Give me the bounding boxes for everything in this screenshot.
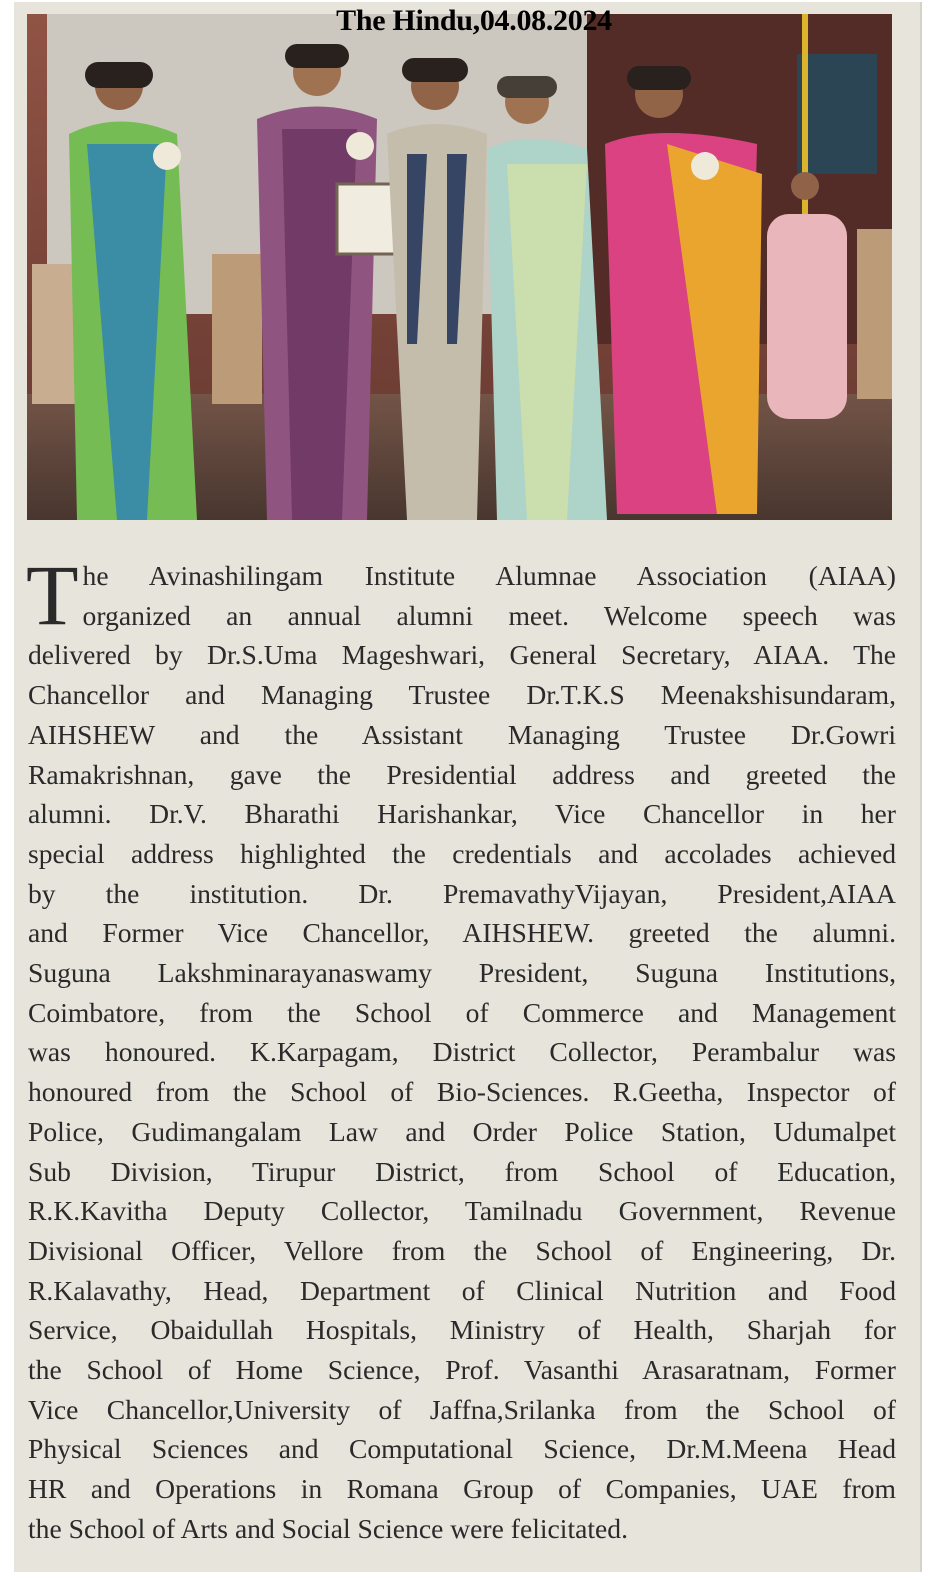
article-line: was honoured. K.Karpagam, District Collector, Perambalur was <box>28 1036 896 1068</box>
article-line: alumni. Dr.V. Bharathi Harishankar, Vice Chancellor in her <box>28 798 896 830</box>
article-line: the School of Home Science, Prof. Vasanthi Arasaratnam, Former <box>28 1354 896 1386</box>
article-line: Physical Sciences and Computational Science, Dr.M.Meena Head <box>28 1433 896 1465</box>
article-line: R.Kalavathy, Head, Department of Clinical Nutrition and Food <box>28 1274 896 1306</box>
source-headline: The Hindu,04.08.2024 <box>336 4 612 37</box>
article-line: R.K.Kavitha Deputy Collector, Tamilnadu Government, Revenue <box>28 1195 896 1227</box>
article-line: Sub Division, Tirupur District, from School of Education, <box>28 1155 896 1187</box>
article-line: delivered by Dr.S.Uma Mageshwari, General Secretary, AIAA. The <box>28 639 896 671</box>
article-line: Chancellor and Managing Trustee Dr.T.K.S Meenakshisundaram, <box>28 679 896 711</box>
drop-cap: T <box>26 547 79 643</box>
article-line: AIHSHEW and the Assistant Managing Trustee Dr.Gowri <box>28 718 896 750</box>
article-line: organized an annual alumni meet. Welcome speech was <box>82 599 896 631</box>
article-line: Coimbatore, from the School of Commerce and Management <box>28 996 896 1028</box>
article-line: HR and Operations in Romana Group of Companies, UAE from <box>28 1473 896 1505</box>
article-line: Service, Obaidullah Hospitals, Ministry of Health, Sharjah for <box>28 1314 896 1346</box>
article-line: Ramakrishnan, gave the Presidential address and greeted the <box>28 758 896 790</box>
article-line: he Avinashilingam Institute Alumnae Association (AIAA) <box>82 560 896 591</box>
article-line: special address highlighted the credentials and accolades achieved <box>28 837 896 869</box>
article-line: honoured from the School of Bio-Sciences. R.Geetha, Inspector of <box>28 1076 896 1108</box>
article-body <box>26 547 896 1549</box>
article-line: the School of Arts and Social Science were felicitated. <box>28 1512 628 1544</box>
group-photo-icon <box>27 14 892 520</box>
event-photo <box>27 14 892 520</box>
article-line: and Former Vice Chancellor, AIHSHEW. greeted the alumni. <box>28 917 896 949</box>
article-line: Vice Chancellor,University of Jaffna,Srilanka from the School of <box>28 1393 896 1425</box>
article-line: Police, Gudimangalam Law and Order Police Station, Udumalpet <box>28 1115 896 1147</box>
article-line: by the institution. Dr. PremavathyVijayan, President,AIAA <box>28 877 896 909</box>
article-line: Suguna Lakshminarayanaswamy President, Suguna Institutions, <box>28 957 896 989</box>
article-line: Divisional Officer, Vellore from the School of Engineering, Dr. <box>28 1234 896 1266</box>
